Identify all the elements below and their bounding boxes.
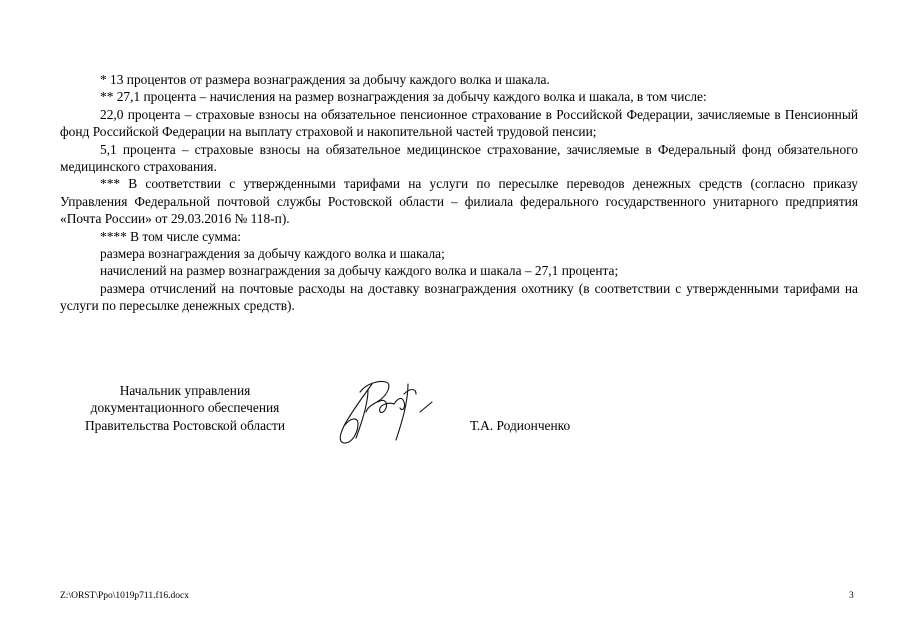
- footnote-one-star: * 13 процентов от размера вознаграждения за добычу каждого волка и шакала.: [100, 72, 550, 87]
- footnote-sum-reward: размера вознаграждения за добычу каждого волка и шакала;: [100, 246, 445, 262]
- signatory-name: Т.А. Родионченко: [470, 418, 571, 433]
- footnote-three-star: *** В соответствии с утвержденными тарифами на услуги по пересылке переводов денежных средств (согласно приказу Управления Федеральной почтовой службы Ростовской области – филиала федерального государственного унитарного предприятия «Почта России» от 29.03.2016 № 118-п).: [60, 176, 858, 227]
- handwritten-signature: [328, 372, 443, 452]
- footnote-pension-contribution: 22,0 процента – страховые взносы на обязательное пенсионное страхование в Российской Федерации, зачисляемые в Пенсионный фонд Российской Федерации на выплату страховой и накопительной частей трудовой пенсии;: [60, 106, 858, 140]
- footnote-sum-postal: размера отчислений на почтовые расходы на доставку вознаграждения охотнику (в соответствии с утвержденными тарифами на услуги по пересылке денежных средств).: [60, 280, 858, 314]
- footnote-four-star: **** В том числе сумма:: [100, 228, 241, 244]
- page-number: 3: [849, 591, 854, 601]
- footer-file-path: Z:\ORST\Ppo\1019p711.f16.docx: [60, 591, 189, 601]
- footnote-sum-charges: начислений на размер вознаграждения за добычу каждого волка и шакала – 27,1 процента;: [100, 263, 619, 279]
- footnotes-block: [60, 71, 858, 315]
- signatory-position-line: Правительства Ростовской области: [84, 417, 286, 433]
- signatory-position: [60, 382, 310, 434]
- signatory-position-line: документационного обеспечения: [90, 400, 280, 416]
- footnote-two-star: ** 27,1 процента – начисления на размер вознаграждения за добычу каждого волка и шакала, в том числе:: [100, 89, 707, 105]
- signatory-position-line: Начальник управления: [119, 383, 251, 398]
- footnote-medical-contribution: 5,1 процента – страховые взносы на обязательное медицинское страхование, зачисляемые в Федеральный фонд обязательного медицинского страхования.: [60, 141, 858, 175]
